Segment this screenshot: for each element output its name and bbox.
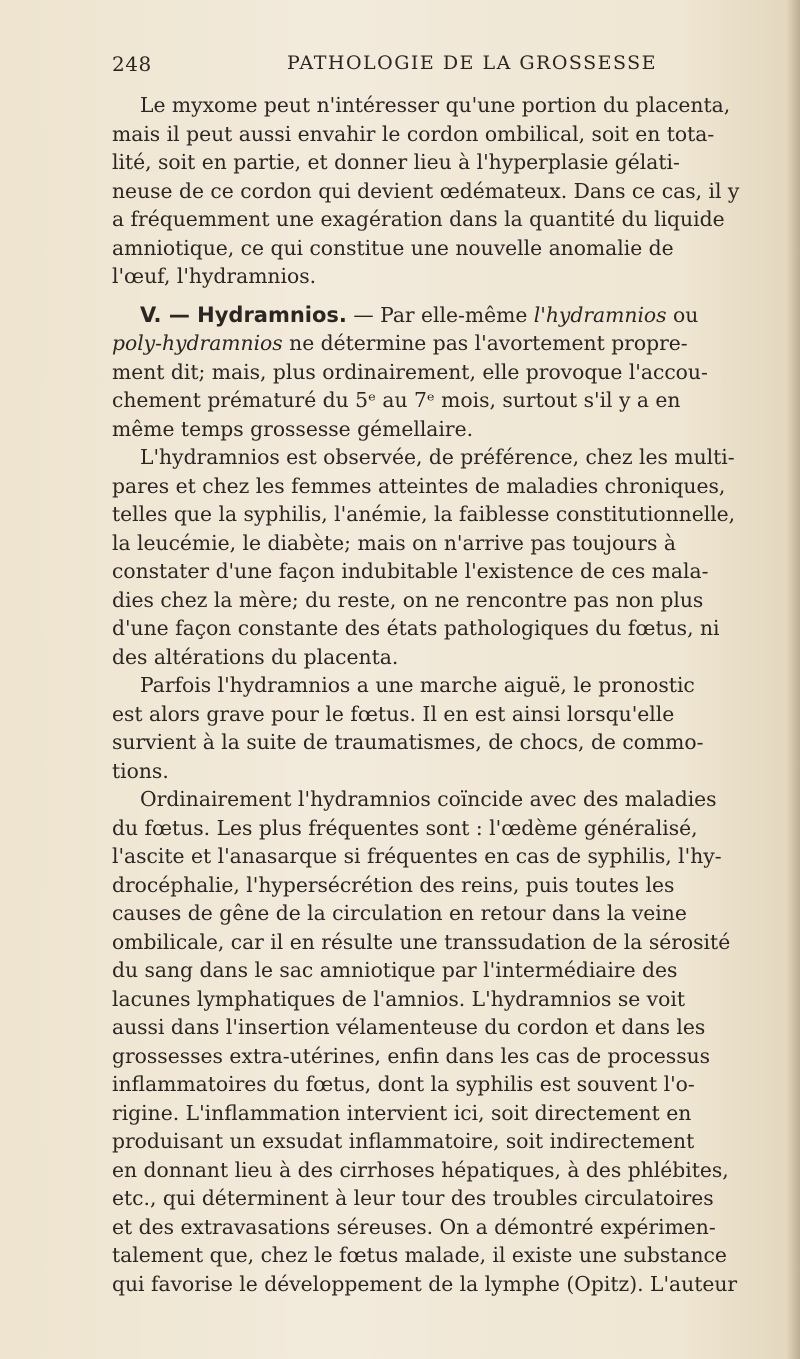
paragraph-gap [112, 291, 792, 301]
text-line: constater d'une façon indubitable l'existence de ces mala- [112, 559, 709, 583]
text-line: ombilicale, car il en résulte une transsudation de la sérosité [112, 929, 731, 954]
text-line [112, 329, 792, 358]
text-line: a fréquemment une exagération dans la quantité du liquide [112, 207, 725, 231]
section-heading-line [112, 301, 792, 330]
text-line: causes de gêne de la circulation en retour dans la veine [112, 901, 687, 925]
text-line: en donnant lieu à des cirrhoses hépatiques, à des phlébites, [112, 1157, 729, 1182]
italic-term: l'hydramnios [533, 302, 667, 327]
text-line: telles que la syphilis, l'anémie, la faiblesse constitutionnelle, [112, 502, 736, 526]
text-line: l'œuf, l'hydramnios. [112, 264, 317, 288]
running-title: PATHOLOGIE DE LA GROSSESSE [287, 52, 658, 74]
page-header [112, 52, 672, 82]
text-line: chement prématuré du 5ᵉ au 7ᵉ mois, surtout s'il y a en [112, 388, 681, 412]
text-line: talement que, chez le fœtus malade, il existe une substance [112, 1243, 727, 1267]
text-line: ment dit; mais, plus ordinairement, elle provoque l'accou- [112, 359, 708, 384]
text-line: lacunes lymphatiques de l'amnios. L'hydramnios se voit [112, 986, 685, 1011]
text-line: du sang dans le sac amniotique par l'intermédiaire des [112, 958, 678, 982]
text-line: grossesses extra-utérines, enfin dans les cas de processus [112, 1043, 711, 1068]
text-line: survient à la suite de traumatismes, de chocs, de commo- [112, 730, 704, 754]
text-line: Ordinairement l'hydramnios coïncide avec des maladies [140, 787, 717, 811]
text-line: rigine. L'inflammation intervient ici, soit directement en [112, 1100, 692, 1125]
text-line: dies chez la mère; du reste, on ne rencontre pas non plus [112, 587, 704, 612]
text-line: des altérations du placenta. [112, 644, 399, 669]
text-line: l'ascite et l'anasarque si fréquentes en cas de syphilis, l'hy- [112, 844, 722, 868]
text-line: pares et chez les femmes atteintes de maladies chroniques, [112, 473, 726, 498]
text-line: lité, soit en partie, et donner lieu à l'hyperplasie gélati- [112, 150, 680, 174]
text-line: tions. [112, 758, 169, 783]
text-line: L'hydramnios est observée, de préférence, chez les multi- [140, 445, 735, 469]
text-line: drocéphalie, l'hypersécrétion des reins, puis toutes les [112, 872, 675, 897]
text-line: aussi dans l'insertion vélamenteuse du cordon et dans les [112, 1015, 706, 1039]
text-line: même temps grossesse gémellaire. [112, 416, 474, 441]
text-line: amniotique, ce qui constitue une nouvelle anomalie de [112, 235, 674, 260]
text-fragment: — Par elle-même [346, 302, 534, 327]
text-line: est alors grave pour le fœtus. Il en est ainsi lorsqu'elle [112, 701, 675, 726]
text-line: du fœtus. Les plus fréquentes sont : l'œdème généralisé, [112, 815, 698, 840]
text-fragment: ou [666, 302, 699, 327]
italic-term: poly-hydramnios [112, 331, 283, 355]
text-line: qui favorise le développement de la lymphe (Opitz). L'auteur [112, 1271, 738, 1296]
text-line: Parfois l'hydramnios a une marche aiguë, le pronostic [140, 673, 695, 697]
text-line: etc., qui déterminent à leur tour des troubles circulatoires [112, 1186, 714, 1210]
text-line: neuse de ce cordon qui devient œdémateux. Dans ce cas, il y [112, 178, 740, 203]
text-fragment: ne détermine pas l'avortement propre- [282, 331, 688, 355]
body-text [112, 91, 792, 1298]
text-line: d'une façon constante des états pathologiques du fœtus, ni [112, 616, 720, 640]
page-number: 248 [112, 52, 152, 76]
text-line: et des extravasations séreuses. On a démontré expérimen- [112, 1214, 716, 1239]
text-line: Le myxome peut n'intéresser qu'une portion du placenta, [140, 93, 731, 117]
section-title: V. — Hydramnios. [140, 302, 347, 327]
text-line: la leucémie, le diabète; mais on n'arrive pas toujours à [112, 530, 676, 555]
text-line: produisant un exsudat inflammatoire, soit indirectement [112, 1129, 695, 1153]
text-line: mais il peut aussi envahir le cordon ombilical, soit en tota- [112, 121, 715, 146]
text-line: inflammatoires du fœtus, dont la syphilis est souvent l'o- [112, 1072, 695, 1096]
